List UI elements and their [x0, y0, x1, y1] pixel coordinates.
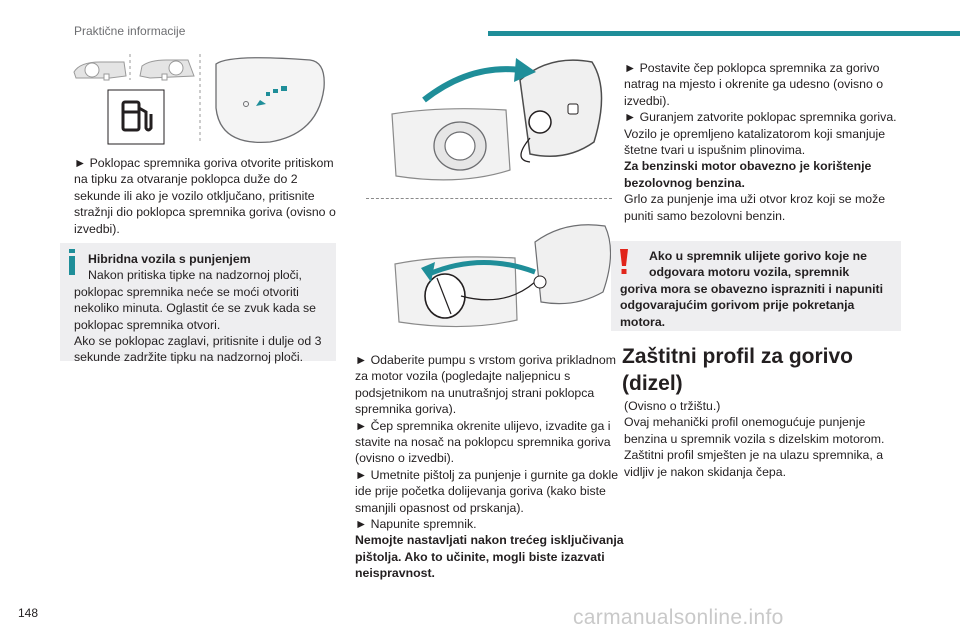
warning-line-2: odgovara motoru vozila, spremnik: [649, 265, 850, 280]
fuel-door-panel: [216, 58, 324, 143]
instruction-select-pump: ► Odaberite pumpu s vrstom goriva prikladnom za motor vozila (pogledajte naljepnicu s podsjetnikom na unutrašnjoj strani poklopca spremnika goriva).: [355, 353, 616, 417]
fuel-button-illustration: [70, 48, 330, 148]
info-box-plug-in-hybrid: [60, 243, 336, 365]
fuel-door-button: [108, 90, 164, 144]
info-box-text: poklopac spremnika neće se moći otvoriti nekoliko minuta. Oglastit će se zvuk kada se poklopac spremnika otvori.: [74, 284, 316, 332]
filler-neck-note: Grlo za punjenje ima uži otvor kroz koji se može puniti samo bezolovni benzin.: [624, 192, 886, 223]
dashboard-left-thumbnail: [74, 62, 126, 80]
info-box-line: Nakon pritiska tipke na nadzornoj ploči,: [88, 268, 302, 283]
running-header: Praktične informacije: [74, 24, 186, 38]
instruction-fill-tank: ► Napunite spremnik.: [355, 517, 477, 532]
info-box-text-2: Ako se poklopac zaglavi, pritisnite i dulje od 3 sekunde zadržite tipku na nadzornoj ploči.: [74, 334, 322, 365]
figure-divider: [366, 198, 612, 199]
instruction-open-fuel-door: ► Poklopac spremnika goriva otvorite pritiskom na tipku za otvaranje poklopca duže do 2 sekunde ili ako je vozilo otključano, pritisnite stražnji dio poklopca spremnika goriva (ovisno o izvedbi).: [74, 156, 336, 236]
instruction-close-door: ► Guranjem zatvorite poklopac spremnika goriva.: [624, 110, 897, 125]
warning-exclamation-icon: [619, 249, 629, 275]
caution-third-cutoff: Nemojte nastavljati nakon trećeg isključivanja pištolja. Ako to učinite, mogli biste izazvati neispravnost.: [355, 533, 624, 581]
fuel-door-open-illustration: [380, 50, 620, 200]
info-icon: [68, 249, 76, 275]
page-number: 148: [18, 606, 39, 620]
unleaded-requirement: Za benzinski motor obavezno je korištenje bezolovnog benzina.: [624, 159, 872, 190]
instruction-insert-nozzle: ► Umetnite pištolj za punjenje i gurnite ga dokle ide prije početka dolijevanja goriva (kako biste smanjili opasnost od prskanja).: [355, 467, 619, 515]
instruction-remove-cap: ► Čep spremnika okrenite ulijevo, izvadite ga i stavite na nosač na poklopcu spremnika goriva (ovisno o izvedbi).: [355, 418, 611, 466]
catalyst-note: Vozilo je opremljeno katalizatorom koji smanjuje štetne tvari u ispušnim plinovima.: [624, 126, 886, 158]
instruction-refit-cap: ► Postavite čep poklopca spremnika za gorivo natrag na mjesto i okrenite ga udesno (ovisno o izvedbi).: [624, 61, 884, 108]
info-box-title: Hibridna vozila s punjenjem: [88, 252, 251, 266]
warning-text: goriva mora se obavezno isprazniti i napuniti odgovarajućim gorivom prije pokretanja motora.: [620, 281, 884, 329]
warning-box-wrong-fuel: [611, 241, 901, 331]
diesel-profile-description: Ovaj mehanički profil onemogućuje punjenje benzina u spremnik vozila s dizelskim motorom. Zaštitni profil smješten je na ulazu spremnika, a vidljiv je nakon skidanja čepa.: [624, 415, 885, 479]
warning-line: Ako u spremnik ulijete gorivo koje ne: [649, 249, 867, 263]
opening-direction-arrow: [424, 69, 520, 100]
header-accent-bar: [488, 31, 960, 36]
market-note: (Ovisno o tržištu.): [624, 399, 721, 413]
fuel-cap-removal-illustration: [385, 212, 620, 337]
watermark: carmanualsonline.info: [573, 606, 784, 629]
dashboard-right-thumbnail: [140, 60, 194, 80]
section-title-diesel-profile: Zaštitni profil za gorivo (dizel): [622, 345, 854, 395]
